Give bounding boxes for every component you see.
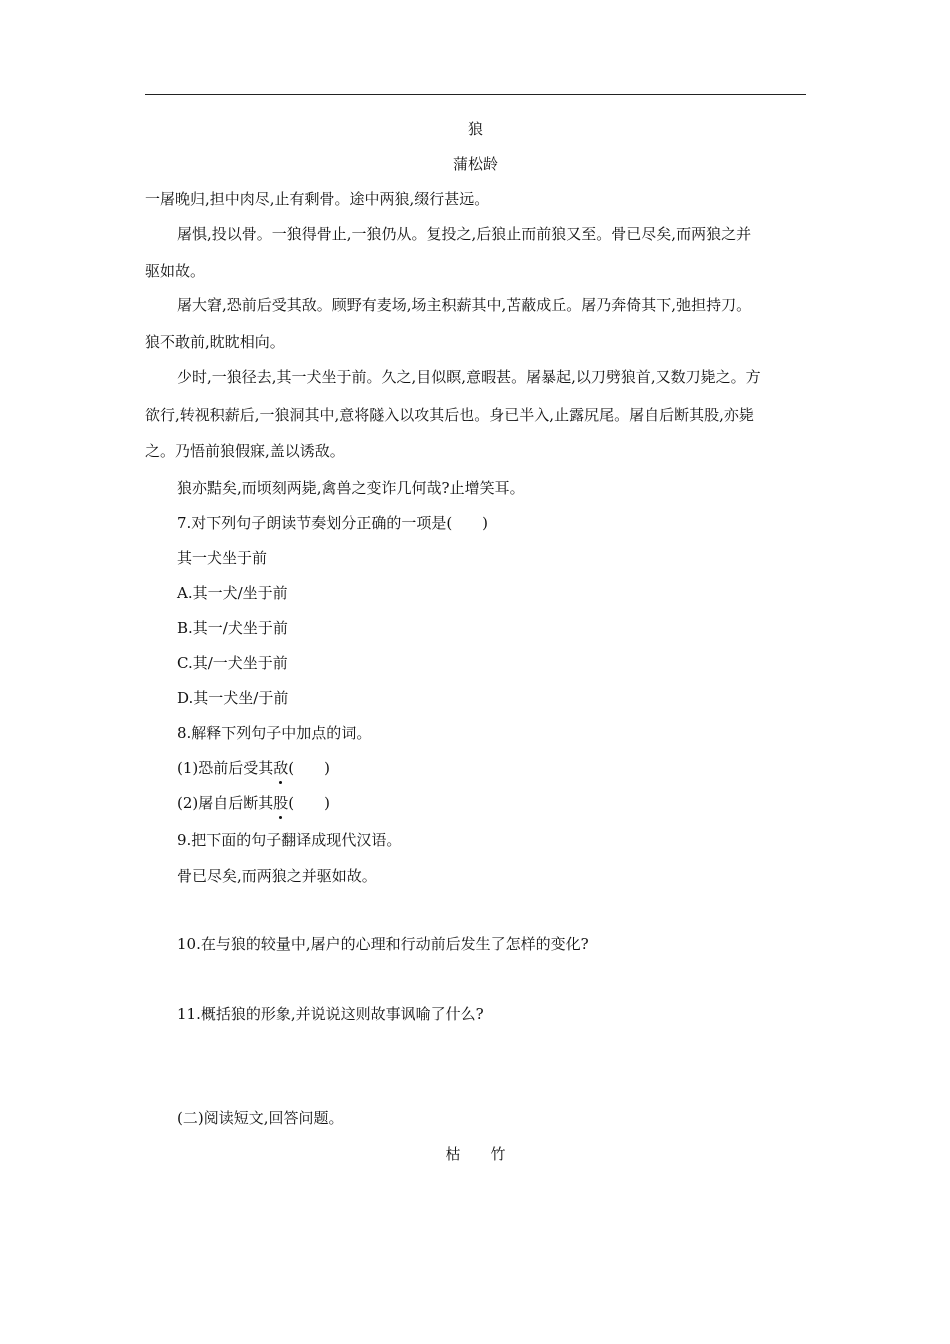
paragraph-2-line-1: 屠惧,投以骨。一狼得骨止,一狼仍从。复投之,后狼止而前狼又至。骨已尽矣,而两狼之并: [177, 225, 752, 243]
question-8-item-1-dotted-word: 敌: [273, 759, 289, 777]
question-7-stem: 7.对下列句子朗读节奏划分正确的一项是( ): [177, 514, 489, 532]
question-8-item-1-blank: ( ): [288, 759, 330, 777]
paragraph-2-line-2: 驱如故。: [145, 262, 206, 280]
question-10: 10.在与狼的较量中,屠户的心理和行动前后发生了怎样的变化?: [177, 935, 589, 953]
question-8-stem: 8.解释下列句子中加点的词。: [177, 724, 372, 742]
question-7-option-a: A.其一犬/坐于前: [177, 584, 288, 602]
article-author: 蒲松龄: [452, 155, 498, 173]
question-8-item-1-prefix: (1)恐前后受其: [177, 759, 274, 777]
question-7-option-b: B.其一/犬坐于前: [177, 619, 288, 637]
header-rule: [145, 94, 806, 95]
question-8-item-2-prefix: (2)屠自后断其: [177, 794, 274, 812]
paragraph-4-line-2: 欲行,转视积薪后,一狼洞其中,意将隧入以攻其后也。身已半入,止露尻尾。屠自后断其股,亦毙: [145, 406, 754, 424]
question-9-sentence: 骨已尽矣,而两狼之并驱如故。: [177, 867, 377, 885]
article-2-title: 枯竹: [445, 1145, 536, 1163]
paragraph-4-line-3: 之。乃悟前狼假寐,盖以诱敌。: [145, 442, 345, 460]
question-11: 11.概括狼的形象,并说说这则故事讽喻了什么?: [177, 1005, 484, 1023]
question-7-option-c: C.其/一犬坐于前: [177, 654, 288, 672]
paragraph-4-line-1: 少时,一狼径去,其一犬坐于前。久之,目似瞑,意暇甚。屠暴起,以刀劈狼首,又数刀毙之。方: [177, 368, 761, 386]
paragraph-1: 一屠晚归,担中肉尽,止有剩骨。途中两狼,缀行甚远。: [145, 190, 490, 208]
question-8-item-2: [177, 793, 330, 813]
paragraph-3-line-1: 屠大窘,恐前后受其敌。顾野有麦场,场主积薪其中,苫蔽成丘。屠乃奔倚其下,弛担持刀。: [177, 296, 752, 314]
article-title: 狼: [467, 120, 483, 138]
section-2-heading: (二)阅读短文,回答问题。: [177, 1109, 344, 1127]
paragraph-5: 狼亦黠矣,而顷刻两毙,禽兽之变诈几何哉?止增笑耳。: [177, 479, 525, 497]
paragraph-3-line-2: 狼不敢前,眈眈相向。: [145, 333, 285, 351]
question-8-item-2-blank: ( ): [288, 794, 330, 812]
question-9-stem: 9.把下面的句子翻译成现代汉语。: [177, 831, 402, 849]
question-7-option-d: D.其一犬坐/于前: [177, 689, 289, 707]
question-7-sentence: 其一犬坐于前: [177, 549, 268, 567]
question-8-item-2-dotted-word: 股: [273, 794, 289, 812]
question-8-item-1: [177, 758, 330, 778]
